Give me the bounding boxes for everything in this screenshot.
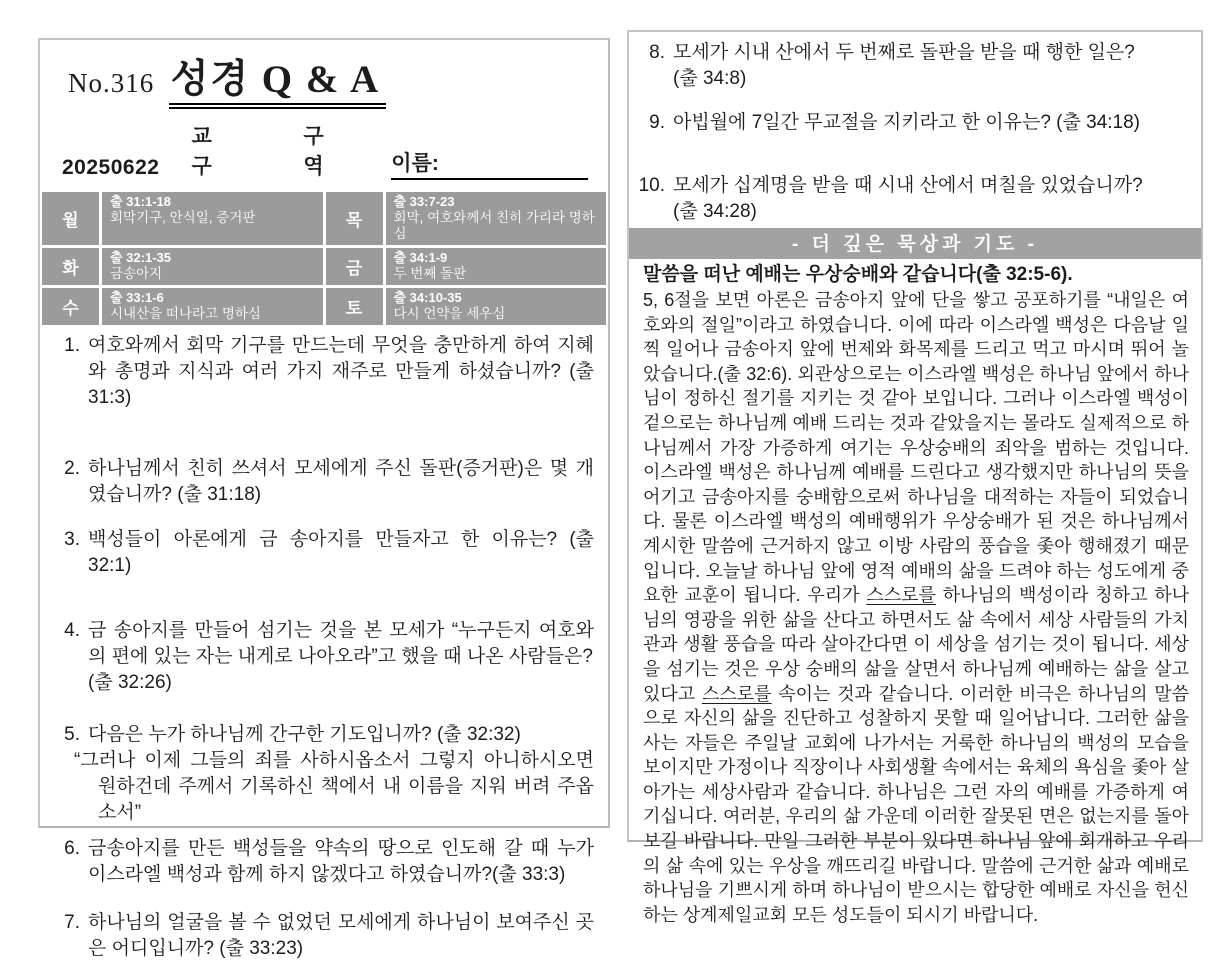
meditation-title: 말씀을 떠난 예배는 우상숭배와 같습니다(출 32:5-6). [643, 264, 1073, 285]
question-text: 하나님의 얼굴을 볼 수 없었던 모세에게 하나님이 보여주신 곳은 어디입니까? (출 33:23) [88, 912, 594, 959]
schedule-reading [386, 288, 607, 325]
header-info-row [62, 120, 588, 180]
underline-emphasis: 스스로를 [701, 683, 772, 704]
schedule-day: 목 [326, 192, 383, 245]
question-item [50, 456, 594, 508]
question-item [50, 910, 594, 962]
schedule-reading [102, 248, 323, 285]
questions-right [629, 32, 1201, 225]
schedule-desc: 금송아지 [110, 266, 163, 281]
schedule-ref: 출 32:1-35 [110, 250, 171, 265]
question-item [50, 722, 594, 826]
question-text: 모세가 십계명을 받을 때 시내 산에서 며칠을 있었습니까? [673, 175, 1143, 196]
schedule-reading [386, 192, 607, 245]
schedule-day: 월 [42, 192, 99, 245]
question-number: 1. [64, 335, 80, 356]
question-text: 금송아지를 만든 백성들을 약속의 땅으로 인도해 갈 때 누가 이스라엘 백성과 함께 하지 않겠다고 하였습니까?(출 33:3) [88, 838, 594, 885]
question-item [635, 40, 1189, 92]
question-number: 10. [638, 175, 665, 196]
meditation-section-header: - 더 깊은 묵상과 기도 - [629, 228, 1201, 259]
question-text: 모세가 시내 산에서 두 번째로 돌판을 받을 때 행한 일은? [673, 42, 1135, 63]
question-ref: (출 34:28) [673, 201, 757, 222]
question-number: 6. [64, 838, 80, 859]
schedule-desc: 시내산을 떠나라고 명하심 [110, 306, 261, 321]
question-number: 9. [649, 112, 665, 133]
question-number: 2. [64, 458, 80, 479]
question-text: 여호와께서 회막 기구를 만드는데 무엇을 충만하게 하여 지혜와 총명과 지식과 여러 가지 재주로 만들게 하셨습니까? (출 31:3) [88, 335, 594, 408]
schedule-ref: 출 34:10-35 [393, 290, 462, 305]
question-number: 7. [64, 912, 80, 933]
schedule-desc: 다시 언약을 세우심 [393, 306, 506, 321]
schedule-reading [102, 192, 323, 245]
question-item [635, 173, 1189, 225]
district-label: 구역 [303, 125, 324, 178]
meditation-body [643, 288, 1189, 927]
schedule-reading [102, 288, 323, 325]
schedule-reading [386, 248, 607, 285]
question-text: 금 송아지를 만들어 섬기는 것을 본 모세가 “누구든지 여호와의 편에 있는 자는 내게로 나아오라”고 했을 때 나온 사람들은? [88, 620, 594, 667]
question-number: 5. [64, 724, 80, 745]
question-number: 4. [64, 620, 80, 641]
question-quote: “그러나 이제 그들의 죄를 사하시옵소서 그렇지 아니하시오면 원하건데 주께서 기록하신 책에서 내 이름을 지워 버려 주옵소서” [74, 750, 594, 823]
questions-left [40, 325, 608, 962]
schedule-ref: 출 33:7-23 [393, 194, 455, 209]
question-text: 하나님께서 친히 쓰셔서 모세에게 주신 돌판(증거판)은 몇 개였습니까? (출 31:18) [88, 458, 594, 505]
schedule-day: 화 [42, 248, 99, 285]
question-item [635, 110, 1189, 136]
reading-schedule-table [42, 192, 606, 325]
schedule-day: 토 [326, 288, 383, 325]
date: 20250622 [62, 156, 160, 179]
schedule-desc: 회막, 여호와께서 친히 가리라 명하심 [393, 210, 595, 241]
parish-label: 교구 [191, 125, 212, 178]
schedule-day: 수 [42, 288, 99, 325]
question-item [50, 836, 594, 888]
question-number: 3. [64, 529, 80, 550]
meditation-body-text: 속이는 것과 같습니다. 이러한 비극은 하나님의 말씀으로 자신의 삶을 진단하고 성찰하지 못할 때 일어납니다. 그러한 삶을 사는 자들은 주일날 교회에 나가서는 거룩한 하나님의 백성의 모습을 보이지만 가정이나 직장이나 사회생활 속에서는 육체의 욕심을 좇아 살아가는 세상사람과 같습니다. 하나님은 그런 자의 예배를 가증하게 여기십니다. 여러분, 우리의 삶 가운데 이러한 잘못된 면은 없는지를 돌아보길 바랍니다. 만일 그러한 부분이 있다면 하나님 앞에 회개하고 우리의 삶 속에 있는 우상을 깨뜨리길 바랍니다. 말씀에 근거한 삶과 예배로 하나님을 기쁘시게 하며 하나님이 받으시는 합당한 예배로 자신을 헌신하는 상계제일교회 모든 성도들이 되시기 바랍니다. [643, 683, 1189, 925]
schedule-ref: 출 34:1-9 [393, 250, 448, 265]
question-ref: (출 32:26) [88, 672, 172, 693]
issue-number: No.316 [68, 68, 155, 98]
question-text: 백성들이 아론에게 금 송아지를 만들자고 한 이유는? (출 32:1) [88, 529, 594, 576]
schedule-day: 금 [326, 248, 383, 285]
right-page-panel [627, 30, 1203, 925]
question-text: 아빕월에 7일간 무교절을 지키라고 한 이유는? (출 34:18) [673, 112, 1141, 133]
schedule-desc: 두 번째 돌판 [393, 266, 467, 281]
question-text: 다음은 누가 하나님께 간구한 기도입니까? (출 32:32) [88, 724, 521, 745]
question-number: 8. [649, 42, 665, 63]
schedule-ref: 출 33:1-6 [110, 290, 164, 305]
question-item [50, 618, 594, 696]
question-item [50, 333, 594, 411]
page-title: 성경 Q & A [169, 58, 386, 109]
question-ref: (출 34:8) [673, 68, 747, 89]
meditation-body-text: 5, 6절을 보면 아론은 금송아지 앞에 단을 쌓고 공포하기를 “내일은 여호와의 절일”이라고 하였습니다. 이에 따라 이스라엘 백성은 다음날 일찍 일어나 금송아지 앞에 번제와 화목제를 드리고 먹고 마시며 뛰어 놀았습니다.(출 32:6). 외관상으로는 이스라엘 백성은 하나님 앞에서 하나님이 정하신 절기를 지키는 것 같아 보입니다. 그러나 이스라엘 백성이 겉으로는 하나님께 예배 드리는 것과 같았을지는 몰라도 실제적으로 하나님께서 가장 가증하게 여기는 우상숭배의 죄악을 범하는 것입니다. 이스라엘 백성은 하나님께 예배를 드린다고 생각했지만 하나님의 뜻을 어기고 금송아지를 숭배함으로써 하나님을 대적하는 자들이 되었습니다. 물론 이스라엘 백성의 예배행위가 우상숭배가 된 것은 하나님께서 계시한 말씀에 근거하지 않고 이방 사람의 풍습을 좇아 행해졌기 때문입니다. 오늘날 하나님 앞에 영적 예배의 삶을 드려야 하는 성도에게 중요한 교훈이 됩니다. 우리가 [643, 290, 1189, 606]
meditation-section [629, 259, 1201, 927]
schedule-desc: 회막기구, 안식일, 증거판 [110, 210, 256, 225]
question-item [50, 527, 594, 579]
underline-emphasis: 스스로를 [866, 585, 936, 606]
header-title-row [68, 48, 608, 104]
name-field: 이름: [391, 147, 588, 180]
left-page-panel [38, 38, 610, 959]
schedule-ref: 출 31:1-18 [110, 194, 171, 209]
meditation-body-text: 하나님의 백성이라 칭하고 하나님의 영광을 위한 삶을 산다고 하면서도 삶 속에서 세상 사람들의 가치관과 생활 풍습을 따라 살아간다면 이 세상을 섬기는 것이 됩니다. 세상을 섬기는 것은 우상 숭배의 삶을 살면서 하나님께 예배하는 삶을 살고 있다고 [643, 585, 1189, 704]
